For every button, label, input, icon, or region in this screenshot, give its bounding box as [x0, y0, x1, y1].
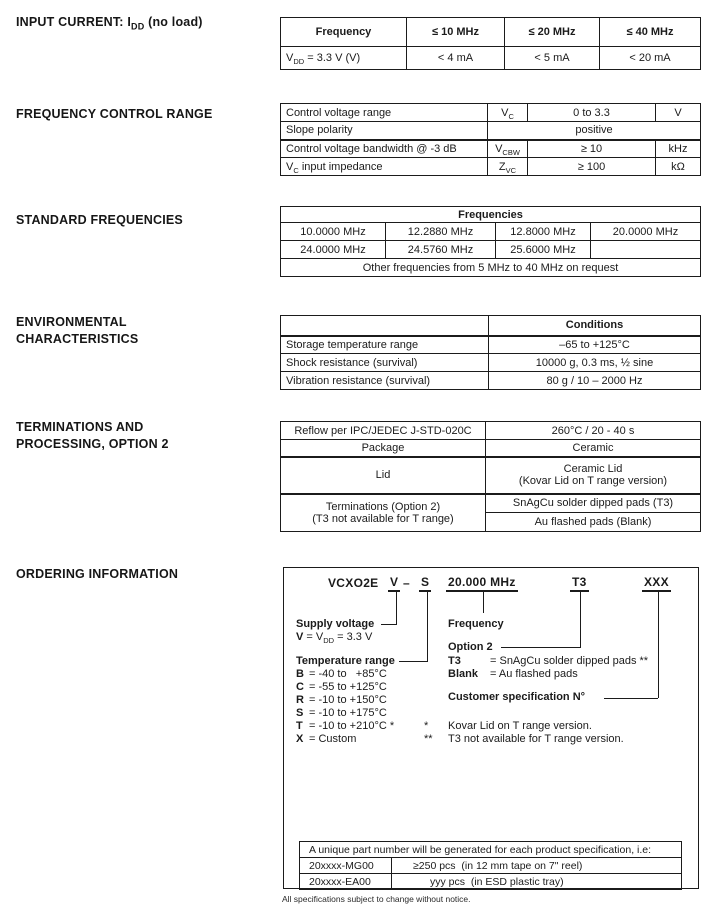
footnote: ** T3 not available for T range version.: [424, 733, 624, 745]
param-unit: V: [656, 104, 701, 122]
table-header-row: [281, 316, 701, 336]
param-value: 80 g / 10 – 2000 Hz: [489, 372, 701, 390]
column-header: Frequency: [281, 18, 407, 47]
option2-item: Blank = Au flashed pads: [448, 668, 578, 680]
value-line: (Kovar Lid on T range version): [518, 475, 668, 487]
table-row: [281, 259, 701, 277]
frequency-value: 25.6000 MHz: [496, 241, 591, 259]
table-row: [281, 241, 701, 259]
connector-line-option-horizontal: [501, 647, 581, 648]
part-number-table: [299, 841, 682, 890]
temp-option: T = -10 to +210°C *: [296, 720, 395, 732]
param-value: [486, 457, 701, 494]
table-header-row: [281, 207, 701, 223]
param-label: [281, 494, 486, 532]
supply-voltage-label: Supply voltage: [296, 618, 375, 630]
temp-option: X = Custom: [296, 733, 357, 745]
param-label: Vibration resistance (survival): [281, 372, 489, 390]
param-unit: kHz: [656, 140, 701, 158]
param-value: Au flashed pads (Blank): [486, 513, 701, 532]
table-row: [281, 104, 701, 122]
param-label: Lid: [281, 457, 486, 494]
part-number-dash: –: [403, 576, 410, 590]
frequency-control-table: [280, 103, 701, 176]
table-row: [281, 140, 701, 158]
table-row: [281, 440, 701, 457]
connector-line-option-vertical: [580, 592, 581, 647]
param-symbol: $V_{CBW}$: [488, 140, 528, 158]
frequency-value: 24.5760 MHz: [386, 241, 496, 259]
column-header: ≤ 10 MHz: [407, 18, 505, 47]
ordering-information-box: [283, 567, 699, 889]
param-value: < 20 mA: [600, 47, 701, 70]
quantity-cell: ≥250 pcs (in 12 mm tape on 7" reel): [392, 858, 682, 874]
section-heading-environmental-1: ENVIRONMENTAL: [16, 315, 127, 329]
table-header-row: [281, 18, 701, 47]
customer-specification-label: Customer specification N°: [448, 691, 586, 703]
option2-items: [448, 655, 648, 681]
temperature-range-label: Temperature range: [296, 655, 395, 667]
param-symbol: $V_C$: [488, 104, 528, 122]
param-label: Shock resistance (survival): [281, 354, 489, 372]
section-heading-terminations-1: TERMINATIONS AND: [16, 420, 144, 434]
part-number-model: VCXO2E: [328, 576, 379, 590]
section-heading-frequency-control: FREQUENCY CONTROL RANGE: [16, 107, 213, 121]
environmental-table: [280, 315, 701, 390]
temp-option: S = -10 to +175°C: [296, 707, 387, 719]
frequency-label: Frequency: [448, 618, 504, 630]
param-symbol: $Z_{VC}$: [488, 158, 528, 176]
part-number-frequency: 20.000 MHz: [446, 575, 518, 592]
frequency-value: 12.2880 MHz: [386, 223, 496, 241]
table-row: [281, 457, 701, 494]
param-label: Slope polarity: [281, 122, 488, 140]
frequency-value: 12.8000 MHz: [496, 223, 591, 241]
param-label: $V_{DD} = 3.3$ V (V): [281, 47, 407, 70]
connector-line-supply-vertical: [396, 592, 397, 624]
param-label: Storage temperature range: [281, 336, 489, 354]
temperature-range-options: [296, 668, 394, 746]
table-header-row: [300, 842, 682, 858]
table-row: [281, 223, 701, 241]
label-line: (T3 not available for T range): [312, 512, 454, 525]
quantity-cell: yyy pcs (in ESD plastic tray): [392, 874, 682, 890]
supply-voltage-value: $V = V_{DD} = 3.3$ V: [296, 631, 373, 646]
section-heading-standard-frequencies: STANDARD FREQUENCIES: [16, 213, 183, 227]
page-footer-note: All specifications subject to change without notice.: [282, 894, 471, 904]
option2-item: T3 = SnAgCu solder dipped pads **: [448, 655, 649, 667]
param-value: 0 to 3.3: [528, 104, 656, 122]
part-number-custom-code: XXX: [642, 575, 671, 592]
param-value: < 5 mA: [505, 47, 600, 70]
table-row: [281, 122, 701, 140]
part-table-header: A unique part number will be generated for each product specification, i.e:: [300, 842, 682, 858]
temp-option: B = -40 to +85°C: [296, 668, 387, 680]
param-value: < 4 mA: [407, 47, 505, 70]
connector-line-customer-horizontal: [604, 698, 658, 699]
table-row: [281, 336, 701, 354]
table-row: [300, 858, 682, 874]
table-note: Other frequencies from 5 MHz to 40 MHz on request: [281, 259, 701, 277]
section-heading-terminations-2: PROCESSING, OPTION 2: [16, 437, 169, 451]
terminations-table: [280, 421, 701, 532]
param-value: Ceramic: [486, 440, 701, 457]
footnotes: [424, 720, 624, 746]
connector-line-customer-vertical: [658, 592, 659, 698]
connector-line-temp-vertical: [427, 592, 428, 661]
param-value: 260°C / 20 - 40 s: [486, 422, 701, 440]
table-row: [281, 372, 701, 390]
connector-line-frequency-vertical: [483, 592, 484, 613]
temp-option: R = -10 to +150°C: [296, 694, 387, 706]
param-value: positive: [488, 122, 701, 140]
option2-label: Option 2: [448, 641, 493, 653]
column-header: Conditions: [489, 316, 701, 336]
part-number-cell: 20xxxx-MG00: [300, 858, 392, 874]
column-header-empty: [281, 316, 489, 336]
input-current-table: [280, 17, 701, 70]
param-value: –65 to +125°C: [489, 336, 701, 354]
table-row: [281, 158, 701, 176]
param-value: SnAgCu solder dipped pads (T3): [486, 494, 701, 513]
column-header: ≤ 40 MHz: [600, 18, 701, 47]
section-heading-input-current: INPUT CURRENT: $I_{DD}$ (no load): [16, 15, 203, 32]
table-row: [281, 354, 701, 372]
param-value: ≥ 10: [528, 140, 656, 158]
param-label: Control voltage bandwidth @ -3 dB: [281, 140, 488, 158]
table-row: [281, 47, 701, 70]
connector-line-supply-horizontal: [381, 624, 397, 625]
column-header: Frequencies: [281, 207, 701, 223]
frequency-value: 10.0000 MHz: [281, 223, 386, 241]
standard-frequencies-table: [280, 206, 701, 277]
part-number-supply-code: V: [388, 575, 400, 592]
section-heading-environmental-2: CHARACTERISTICS: [16, 332, 139, 346]
frequency-value: 24.0000 MHz: [281, 241, 386, 259]
table-row: [300, 874, 682, 890]
part-number-option: T3: [570, 575, 589, 592]
temp-option: C = -55 to +125°C: [296, 681, 387, 693]
param-value: ≥ 100: [528, 158, 656, 176]
param-label: Reflow per IPC/JEDEC J-STD-020C: [281, 422, 486, 440]
connector-line-temp-horizontal: [399, 661, 428, 662]
value-line: Ceramic Lid: [563, 463, 623, 475]
param-unit: kΩ: [656, 158, 701, 176]
frequency-value-empty: [591, 241, 701, 259]
table-row: [281, 494, 701, 513]
param-value: 10000 g, 0.3 ms, ½ sine: [489, 354, 701, 372]
frequency-value: 20.0000 MHz: [591, 223, 701, 241]
section-heading-ordering: ORDERING INFORMATION: [16, 567, 179, 581]
param-label: Package: [281, 440, 486, 457]
label-line: Terminations (Option 2): [325, 500, 441, 513]
param-label: $V_C$ input impedance: [281, 158, 488, 176]
param-label: Control voltage range: [281, 104, 488, 122]
table-row: [281, 422, 701, 440]
part-number-temp-code: S: [419, 575, 431, 592]
part-number-cell: 20xxxx-EA00: [300, 874, 392, 890]
footnote: * Kovar Lid on T range version.: [424, 720, 592, 732]
column-header: ≤ 20 MHz: [505, 18, 600, 47]
